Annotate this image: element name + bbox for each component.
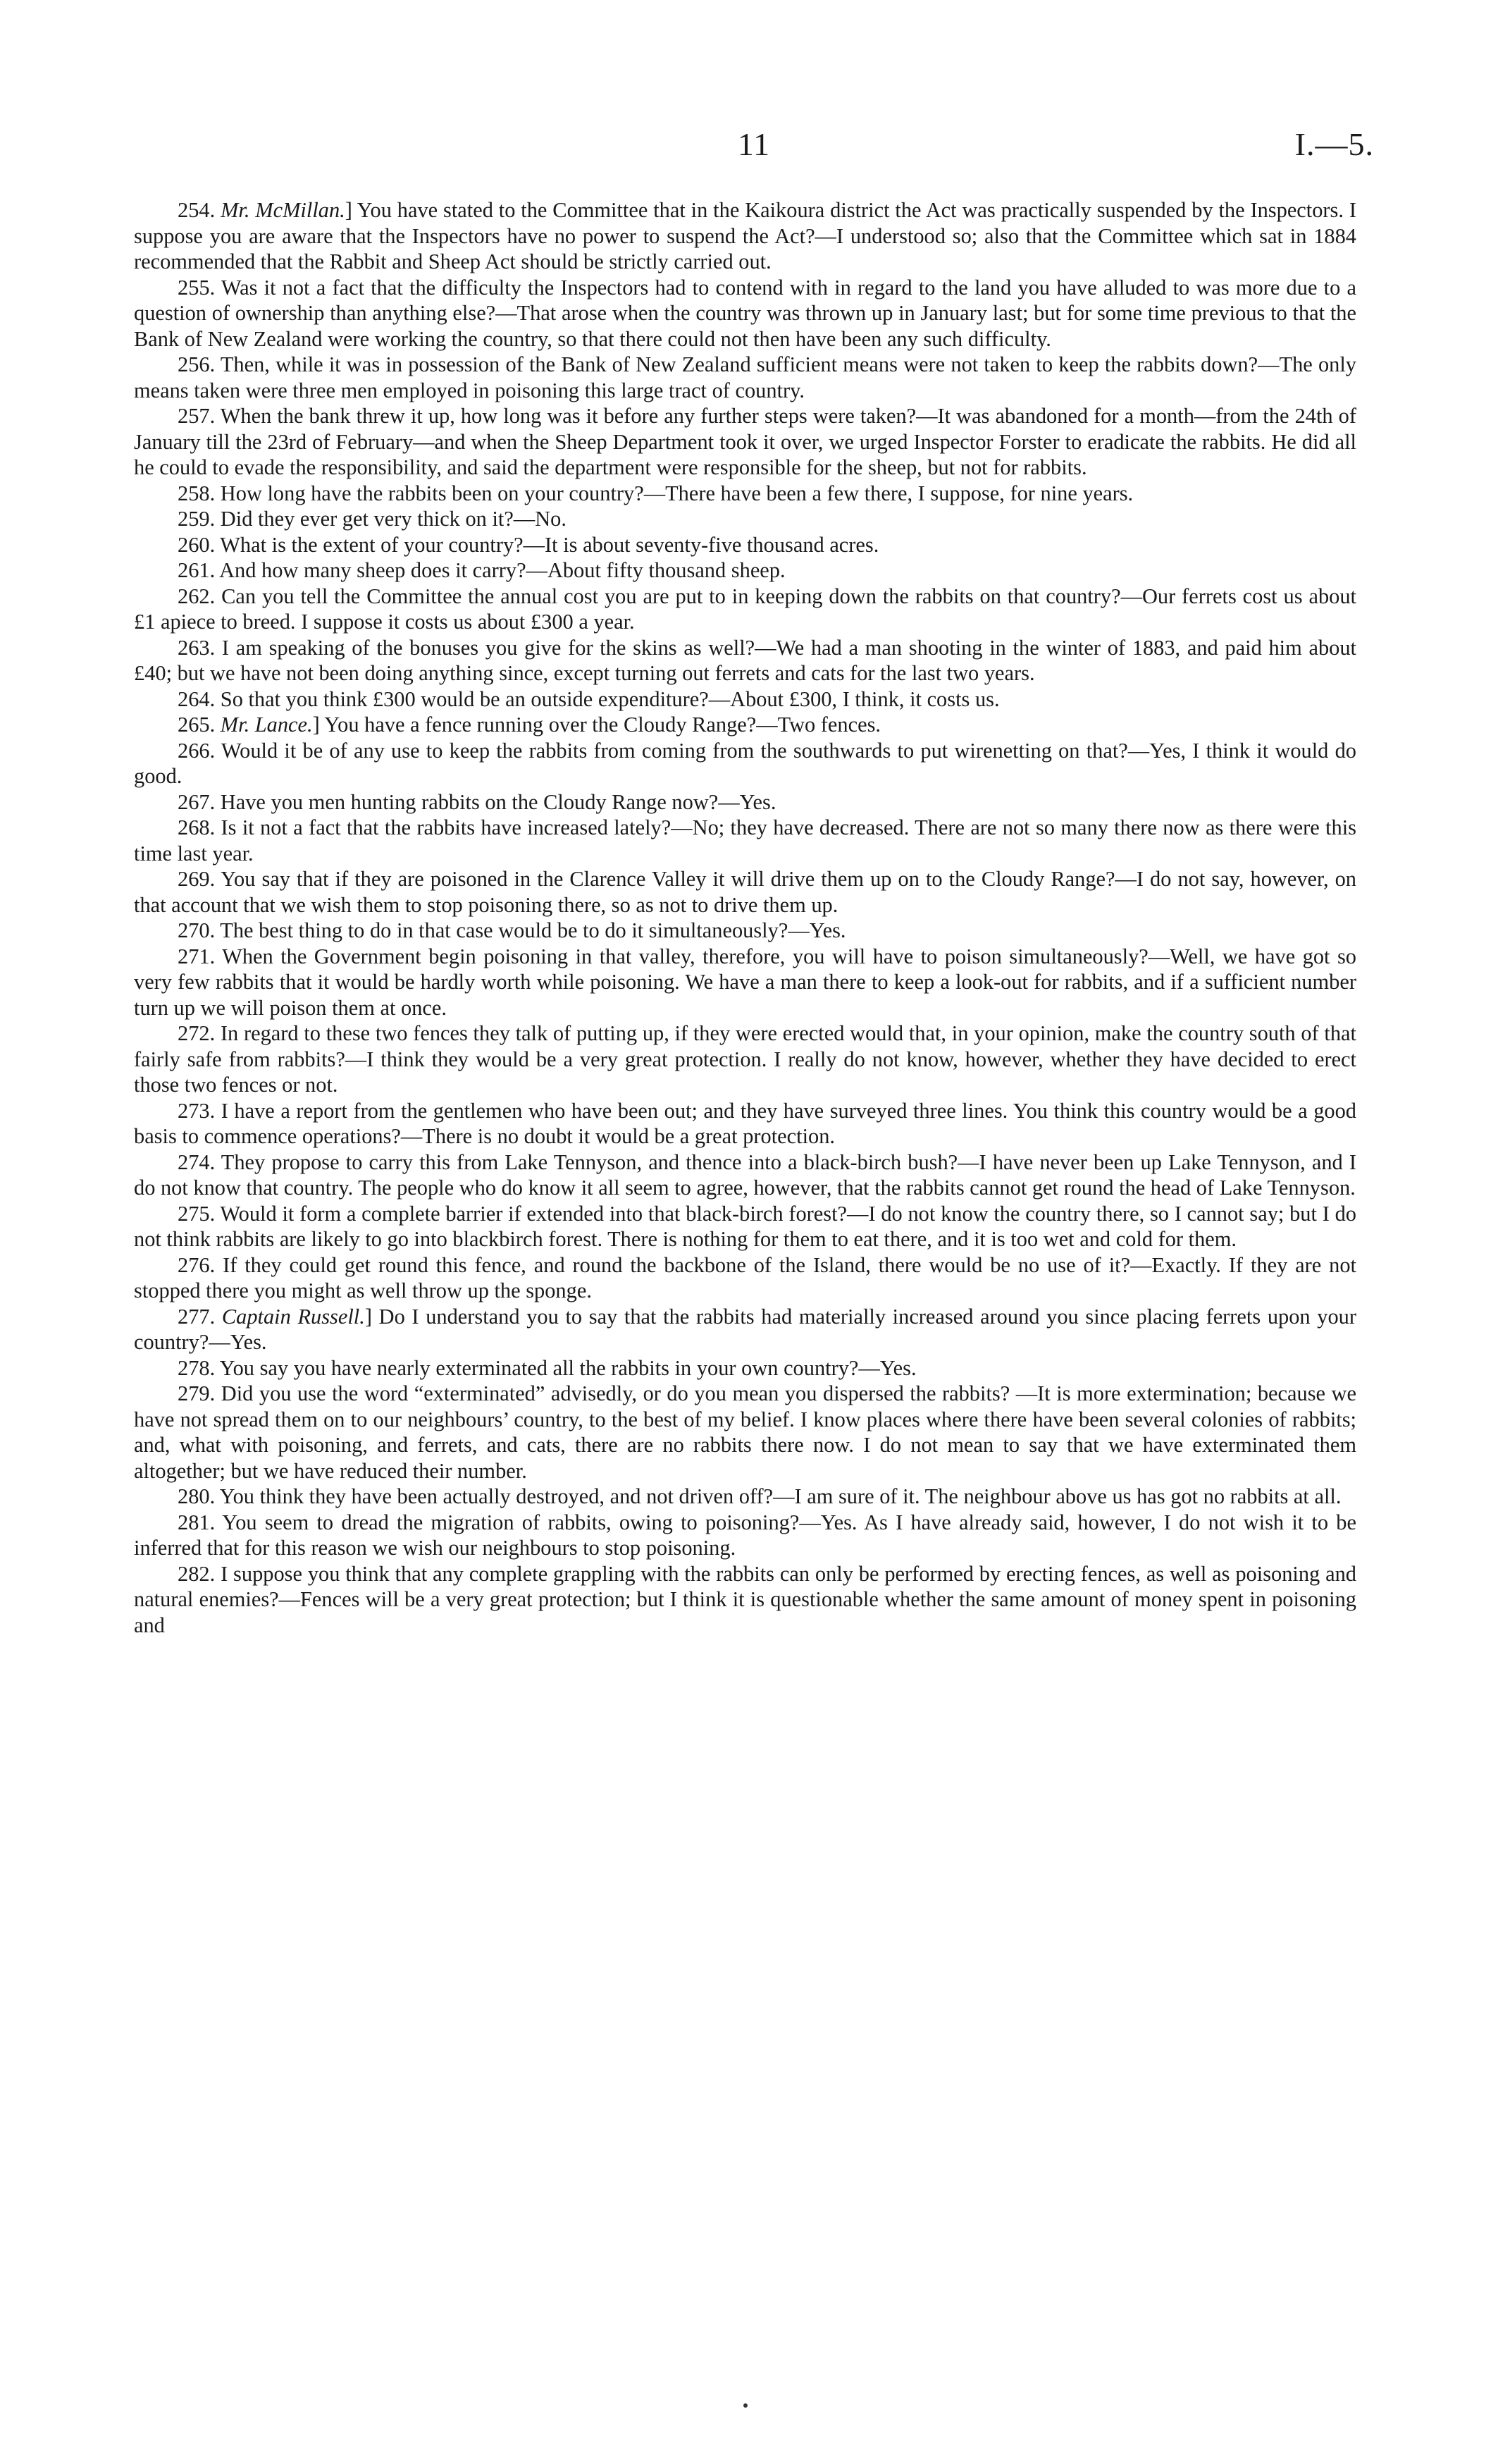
paragraph-text: ] You have stated to the Committee that in the Kaikoura district the Act was practically suspended by the Inspectors. I suppose you are aware that the Inspectors have no power to suspend the Act?—I understood so; also that the Committee which sat in 1884 recommended that the Rabbit and Sheep Act should be strictly carried out. <box>134 198 1356 273</box>
paragraph-text: You seem to dread the migration of rabbits, owing to poisoning?—Yes. As I have already said, however, I do not wish it to be inferred that for this reason we wish our neighbours to stop poisoning. <box>134 1510 1356 1560</box>
paragraph-text: Would it be of any use to keep the rabbits from coming from the southwards to put wirenetting on that?—Yes, I think it would do good. <box>134 738 1356 788</box>
question-number: 256. <box>178 352 216 376</box>
speaker-name: Mr. McMillan. <box>221 198 345 222</box>
paragraph-text: They propose to carry this from Lake Tennyson, and thence into a black-birch bush?—I have never been up Lake Tennyson, and I do not know that country. The people who do know it all seem to agree, however, that the rabbits cannot get round the head of Lake Tennyson. <box>134 1150 1356 1200</box>
question-number: 280. <box>178 1484 216 1508</box>
question-number: 273. <box>178 1098 216 1123</box>
paragraph-text: I suppose you think that any complete grappling with the rabbits can only be performed by erecting fences, as well as poisoning and natural enemies?—Fences will be a very great protection; but I think it is questionable whether the same amount of money spent in poisoning and <box>134 1561 1356 1637</box>
question-number: 277. <box>178 1304 216 1329</box>
evidence-paragraph <box>134 738 1356 789</box>
evidence-paragraph <box>134 1098 1356 1150</box>
question-number: 269. <box>178 867 216 891</box>
paragraph-text: The best thing to do in that case would be to do it simultaneously?—Yes. <box>220 918 846 942</box>
question-number: 266. <box>178 738 216 763</box>
paragraph-text: So that you think £300 would be an outside expenditure?—About £300, I think, it costs us. <box>220 686 1000 711</box>
evidence-paragraph <box>134 712 1356 738</box>
paragraph-text: You think they have been actually destroyed, and not driven off?—I am sure of it. The neighbour above us has got no rabbits at all. <box>219 1484 1342 1508</box>
evidence-paragraph <box>134 1252 1356 1304</box>
paragraph-text: What is the extent of your country?—It is about seventy-five thousand acres. <box>220 532 879 557</box>
evidence-paragraph <box>134 506 1356 532</box>
question-number: 254. <box>178 198 216 222</box>
evidence-body <box>134 197 1356 1638</box>
question-number: 258. <box>178 481 216 505</box>
evidence-paragraph <box>134 815 1356 866</box>
evidence-paragraph <box>134 789 1356 815</box>
evidence-paragraph <box>134 1304 1356 1355</box>
paragraph-text: Did they ever get very thick on it?—No. <box>220 507 567 531</box>
evidence-paragraph <box>134 944 1356 1021</box>
evidence-paragraph <box>134 197 1356 275</box>
evidence-paragraph <box>134 1484 1356 1510</box>
question-number: 275. <box>178 1201 216 1226</box>
paragraph-text: Was it not a fact that the difficulty the Inspectors had to contend with in regard to the land you have alluded to was more due to a question of ownership than anything else?—That arose when the country was thrown up in January last; but for some time previous to that the Bank of New Zealand were working the country, so that there could not then have been any such difficulty. <box>134 275 1356 351</box>
question-number: 267. <box>178 789 216 814</box>
paragraph-text: I am speaking of the bonuses you give for the skins as well?—We had a man shooting in the winter of 1883, and paid him about £40; but we have not been doing anything since, except turning out ferrets and cats for the last two years. <box>134 635 1356 685</box>
paragraph-text: I have a report from the gentlemen who have been out; and they have surveyed three lines. You think this country would be a good basis to commence operations?—There is no doubt it would be a great protection. <box>134 1098 1356 1148</box>
evidence-paragraph <box>134 1510 1356 1561</box>
evidence-paragraph <box>134 275 1356 352</box>
question-number: 260. <box>178 532 216 557</box>
evidence-paragraph <box>134 403 1356 481</box>
question-number: 281. <box>178 1510 216 1534</box>
evidence-paragraph <box>134 352 1356 403</box>
question-number: 259. <box>178 507 216 531</box>
evidence-paragraph <box>134 686 1356 713</box>
question-number: 257. <box>178 404 216 428</box>
paragraph-text: When the bank threw it up, how long was it before any further steps were taken?—It was abandoned for a month—from the 24th of January till the 23rd of February—and when the Sheep Department took it over, we urged Inspector Forster to eradicate the rabbits. He did all he could to evade the responsibility, and said the department were responsible for the sheep, but not for rabbits. <box>134 404 1356 479</box>
paragraph-text: If they could get round this fence, and round the backbone of the Island, there would be no use of it?—Exactly. If they are not stopped there you might as well throw up the sponge. <box>134 1252 1356 1302</box>
question-number: 261. <box>178 558 216 582</box>
evidence-paragraph <box>134 1561 1356 1639</box>
paragraph-text: In regard to these two fences they talk of putting up, if they were erected would that, in your opinion, make the country south of that fairly safe from rabbits?—I think they would be a very great protection. I really do not know, however, whether they have decided to erect those two fences or not. <box>134 1021 1356 1097</box>
question-number: 276. <box>178 1252 216 1277</box>
document-reference: I.—5. <box>1294 126 1374 162</box>
paragraph-text: Have you men hunting rabbits on the Cloudy Range now?—Yes. <box>220 789 776 814</box>
paragraph-text: ] You have a fence running over the Cloudy Range?—Two fences. <box>312 713 881 737</box>
evidence-paragraph <box>134 1150 1356 1201</box>
evidence-paragraph <box>134 532 1356 558</box>
evidence-paragraph <box>134 1355 1356 1381</box>
paragraph-text: How long have the rabbits been on your country?—There have been a few there, I suppose, for nine years. <box>220 481 1134 505</box>
question-number: 270. <box>178 918 216 942</box>
paragraph-text: Is it not a fact that the rabbits have increased lately?—No; they have decreased. There are not so many there now as there were this time last year. <box>134 815 1356 866</box>
paragraph-text: You say that if they are poisoned in the Clarence Valley it will drive them up on to the Cloudy Range?—I do not say, however, on that account that we wish them to stop poisoning there, so as not to drive them up. <box>134 867 1356 917</box>
question-number: 282. <box>178 1561 216 1586</box>
question-number: 265. <box>178 713 216 737</box>
paragraph-text: And how many sheep does it carry?—About fifty thousand sheep. <box>219 558 786 582</box>
question-number: 272. <box>178 1021 216 1045</box>
paragraph-text: Would it form a complete barrier if extended into that black-birch forest?—I do not know the country there, so I cannot say; but I do not think rabbits are likely to go into blackbirch forest. There is nothing for them to eat there, and it is too wet and cold for them. <box>134 1201 1356 1251</box>
evidence-paragraph <box>134 1201 1356 1252</box>
question-number: 274. <box>178 1150 216 1174</box>
paragraph-text: ] Do I understand you to say that the rabbits had materially increased around you since placing ferrets upon your country?—Yes. <box>134 1304 1356 1354</box>
evidence-paragraph <box>134 635 1356 686</box>
question-number: 255. <box>178 275 216 300</box>
speaker-name: Mr. Lance. <box>220 713 313 737</box>
question-number: 271. <box>178 944 216 968</box>
paragraph-text: You say you have nearly exterminated all the rabbits in your own country?—Yes. <box>219 1355 917 1380</box>
evidence-paragraph <box>134 481 1356 507</box>
page-header <box>134 125 1374 168</box>
paragraph-text: Can you tell the Committee the annual cost you are put to in keeping down the rabbits on that country?—Our ferrets cost us about £1 apiece to breed. I suppose it costs us about £300 a year. <box>134 584 1356 634</box>
evidence-paragraph <box>134 558 1356 584</box>
page-number: 11 <box>737 126 771 162</box>
question-number: 278. <box>178 1355 216 1380</box>
question-number: 262. <box>178 584 216 608</box>
evidence-paragraph <box>134 1381 1356 1484</box>
evidence-paragraph <box>134 1021 1356 1098</box>
speaker-name: Captain Russell. <box>221 1304 365 1329</box>
question-number: 279. <box>178 1381 216 1405</box>
evidence-paragraph <box>134 584 1356 635</box>
paragraph-text: When the Government begin poisoning in that valley, therefore, you will have to poison simultaneously?—Well, we have got so very few rabbits that it would be hardly worth while poisoning. We have a man there to keep a look-out for rabbits, and if a sufficient number turn up we will poison them at once. <box>134 944 1356 1020</box>
print-mark <box>743 2403 748 2408</box>
paragraph-text: Then, while it was in possession of the Bank of New Zealand sufficient means were not taken to keep the rabbits down?—The only means taken were three men employed in poisoning this large tract of country. <box>134 352 1356 402</box>
question-number: 264. <box>178 686 216 711</box>
paragraph-text: Did you use the word “exterminated” advisedly, or do you mean you dispersed the rabbits? —It is more extermination; because we have not spread them on to our neighbours’ country, to the best of my belief. I know places where there have been several colonies of rabbits; and, what with poisoning, and ferrets, and cats, there are no rabbits there now. I do not mean to say that we have exterminated them altogether; but we have reduced their number. <box>134 1381 1356 1483</box>
evidence-paragraph <box>134 866 1356 918</box>
question-number: 263. <box>178 635 216 660</box>
evidence-paragraph <box>134 918 1356 944</box>
question-number: 268. <box>178 815 216 839</box>
